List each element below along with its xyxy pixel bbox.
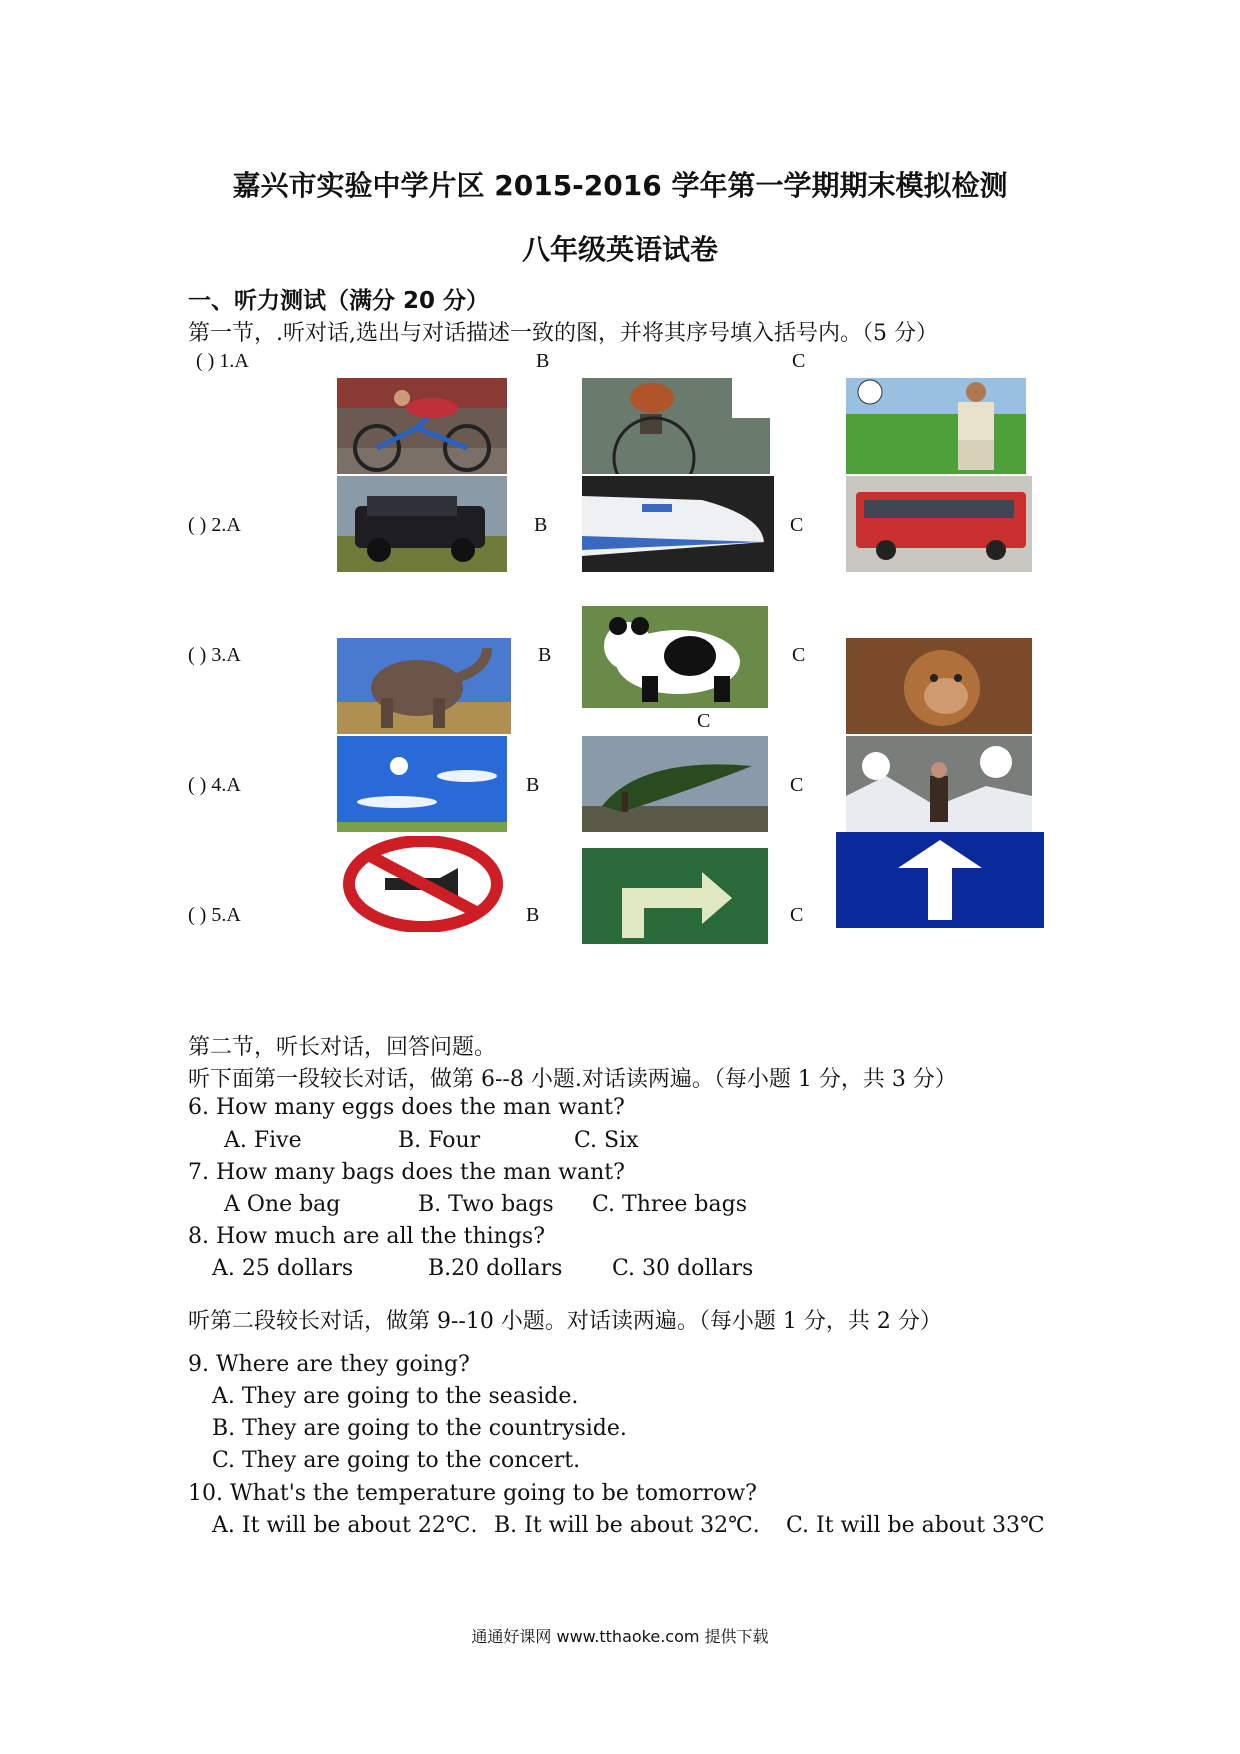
q3-label-b: B [538,644,552,666]
exam-title: 嘉兴市实验中学片区 2015-2016 学年第一学期期末模拟检测 [232,169,1008,202]
q8-option-b: B.20 dollars [428,1256,563,1281]
bus-image [846,476,1032,572]
q4-label-b: B [526,774,540,796]
turn-right-sign-image [582,848,768,944]
q3-number: ( ) 3.A [188,644,241,666]
question-8: 8. How much are all the things? [188,1224,545,1249]
panda-image [582,606,768,708]
monkey-image [846,638,1032,734]
q8-option-c: C. 30 dollars [612,1256,754,1281]
section-heading: 一、听力测试（满分 20 分） [188,288,490,314]
part2-heading: 第二节，听长对话，回答问题。 [188,1035,497,1060]
q5-label-b: B [526,904,540,926]
q9-option-a: A. They are going to the seaside. [212,1384,579,1409]
q7-option-c: C. Three bags [592,1192,747,1217]
q2-label-b: B [534,514,548,536]
q1-label-c: C [792,350,806,372]
q10-option-c: C. It will be about 33℃ [786,1513,1045,1538]
q9-option-c: C. They are going to the concert. [212,1448,581,1473]
q5-label-c: C [790,904,804,926]
snowy-forest-image [846,736,1032,832]
question-6: 6. How many eggs does the man want? [188,1095,625,1120]
q6-option-a: A. Five [224,1128,302,1153]
question-7: 7. How many bags does the man want? [188,1160,625,1185]
q10-option-b: B. It will be about 32℃. [494,1513,760,1538]
dialogue1-instruction: 听下面第一段较长对话，做第 6--8 小题.对话读两遍。（每小题 1 分，共 3 分） [188,1067,957,1092]
q10-option-a: A. It will be about 22℃. [212,1513,478,1538]
windy-tree-image [582,736,768,832]
q1-number: ( ) 1.A [196,350,249,372]
soccer-boy-image [846,378,1026,474]
part1-instruction: 第一节，.听对话,选出与对话描述一致的图，并将其序号填入括号内。（5 分） [188,321,938,346]
q4-number: ( ) 4.A [188,774,241,796]
bullet-train-image [582,476,774,572]
go-straight-sign-image [836,832,1044,928]
q8-option-a: A. 25 dollars [212,1256,354,1281]
basketball-bike-image [582,378,770,474]
q6-option-b: B. Four [398,1128,481,1153]
suv-image [337,476,507,572]
stray-label-c: C [697,710,711,732]
q2-number: ( ) 2.A [188,514,241,536]
dialogue2-instruction: 听第二段较长对话，做第 9--10 小题。对话读两遍。（每小题 1 分，共 2 分） [188,1309,942,1334]
q2-label-c: C [790,514,804,536]
question-10: 10. What's the temperature going to be tomorrow? [188,1481,757,1506]
cyclist-image [337,378,507,474]
q7-option-a: A One bag [224,1192,341,1217]
question-9: 9. Where are they going? [188,1352,470,1377]
q6-option-c: C. Six [574,1128,639,1153]
no-honking-sign-image [340,836,506,932]
q9-option-b: B. They are going to the countryside. [212,1416,627,1441]
q4-label-c: C [790,774,804,796]
q5-number: ( ) 5.A [188,904,241,926]
elephant-image [337,638,511,734]
exam-subtitle: 八年级英语试卷 [521,233,718,266]
q1-label-b: B [536,350,550,372]
q3-label-c: C [792,644,806,666]
q7-option-b: B. Two bags [418,1192,554,1217]
sunny-sky-image [337,736,507,832]
footer-credit: 通通好课网 www.tthaoke.com 提供下载 [471,1627,769,1646]
